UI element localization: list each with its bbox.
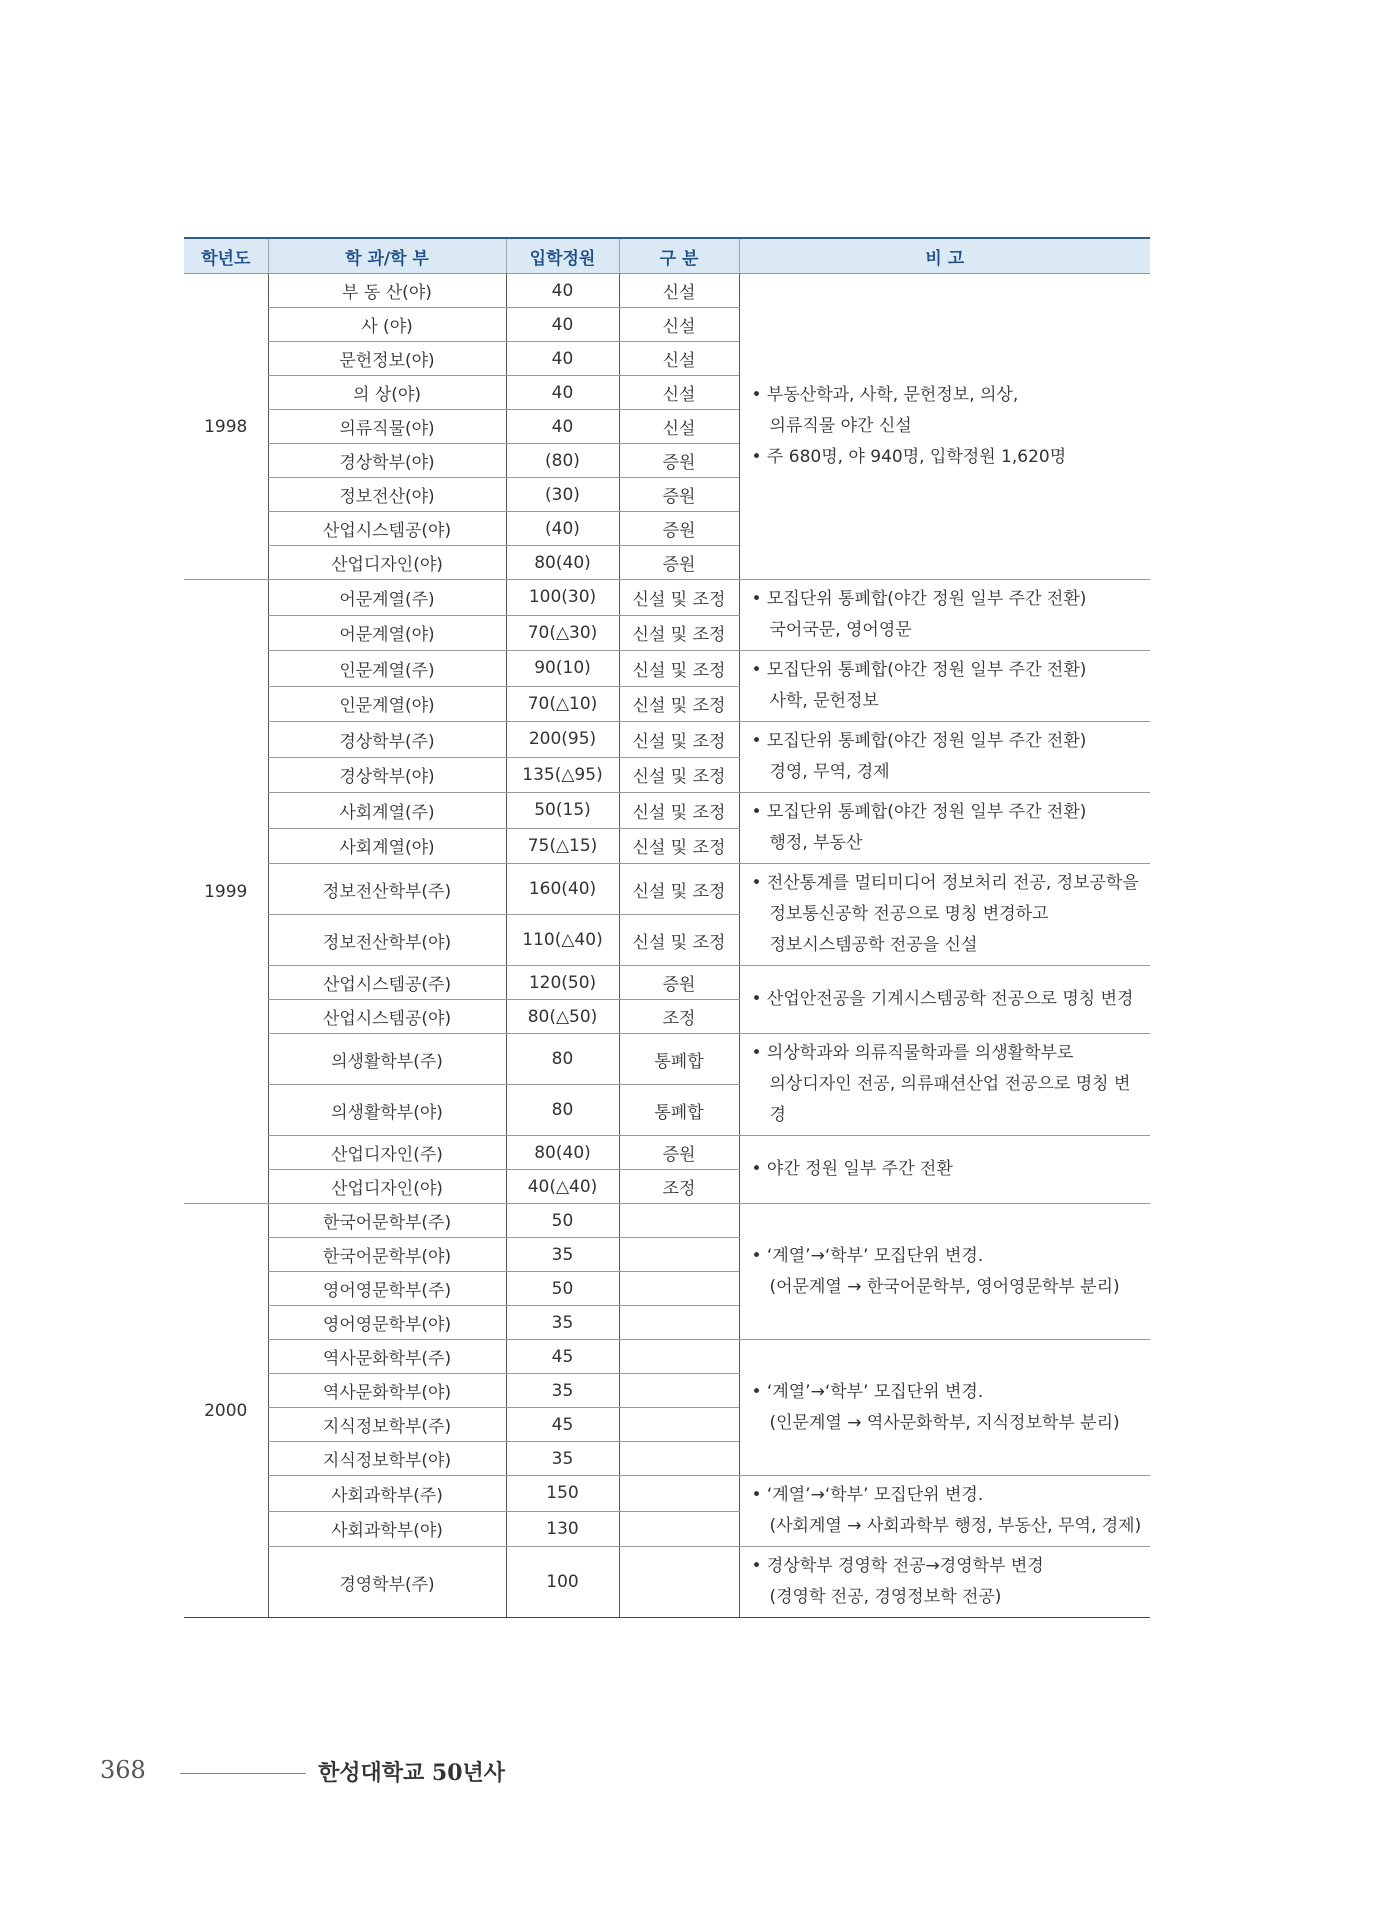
quota-cell: 160(40) xyxy=(506,864,619,915)
remarks-cell xyxy=(739,651,1150,722)
remarks-cell xyxy=(739,580,1150,651)
type-cell: 신설 xyxy=(619,342,739,376)
remark-line: (어문계열 → 한국어문학부, 영어영문학부 분리) xyxy=(769,1276,1120,1297)
table-row xyxy=(184,1340,1150,1374)
remark-line: 의상디자인 전공, 의류패션산업 전공으로 명칭 변경 xyxy=(769,1074,1131,1125)
quota-cell: (40) xyxy=(506,512,619,546)
type-cell: 증원 xyxy=(619,512,739,546)
table-row xyxy=(184,966,1150,1000)
type-cell: 통폐합 xyxy=(619,1085,739,1136)
type-cell xyxy=(619,1272,739,1306)
remarks-cell xyxy=(739,1034,1150,1136)
quota-cell: 35 xyxy=(506,1442,619,1476)
table-header-row xyxy=(184,238,1150,274)
quota-cell: 100 xyxy=(506,1547,619,1618)
remark-line: 사학, 문헌정보 xyxy=(769,691,879,711)
remark-line: • 부동산학과, 사학, 문헌정보, 의상, xyxy=(751,385,1019,405)
dept-cell: 정보전산학부(주) xyxy=(268,864,506,915)
footer-divider xyxy=(180,1773,306,1774)
remark-line: (인문계열 → 역사문화학부, 지식정보학부 분리) xyxy=(769,1412,1120,1433)
quota-cell: 35 xyxy=(506,1238,619,1272)
table-row xyxy=(184,722,1150,758)
remarks-cell xyxy=(739,722,1150,793)
type-cell xyxy=(619,1408,739,1442)
quota-cell: 35 xyxy=(506,1306,619,1340)
remarks-cell xyxy=(739,1340,1150,1476)
type-cell xyxy=(619,1442,739,1476)
quota-cell: 45 xyxy=(506,1408,619,1442)
quota-cell: 80(△50) xyxy=(506,1000,619,1034)
dept-cell: 사 (야) xyxy=(268,308,506,342)
table-row xyxy=(184,1204,1150,1238)
quota-cell: 80 xyxy=(506,1085,619,1136)
remarks-cell xyxy=(739,1204,1150,1340)
remarks-cell xyxy=(739,274,1150,580)
remark-line: • 야간 정원 일부 주간 전환 xyxy=(751,1159,953,1179)
quota-cell: 40 xyxy=(506,410,619,444)
dept-cell: 지식정보학부(야) xyxy=(268,1442,506,1476)
dept-cell: 사회과학부(주) xyxy=(268,1476,506,1512)
dept-cell: 부 동 산(야) xyxy=(268,274,506,308)
type-cell: 조정 xyxy=(619,1170,739,1204)
quota-cell: 40(△40) xyxy=(506,1170,619,1204)
table-row xyxy=(184,580,1150,616)
remarks-cell xyxy=(739,1136,1150,1204)
dept-cell: 인문계열(야) xyxy=(268,686,506,722)
dept-cell: 경상학부(주) xyxy=(268,722,506,758)
type-cell xyxy=(619,1204,739,1238)
quota-cell: 135(△95) xyxy=(506,757,619,793)
quota-cell: 40 xyxy=(506,376,619,410)
header-department: 학 과/학 부 xyxy=(268,238,506,274)
table-row xyxy=(184,864,1150,915)
quota-cell: 110(△40) xyxy=(506,915,619,966)
table-row xyxy=(184,1034,1150,1085)
dept-cell: 산업시스템공(야) xyxy=(268,512,506,546)
type-cell xyxy=(619,1306,739,1340)
remarks-cell xyxy=(739,1547,1150,1618)
type-cell: 신설 및 조정 xyxy=(619,793,739,829)
quota-cell: 35 xyxy=(506,1374,619,1408)
quota-cell: 75(△15) xyxy=(506,828,619,864)
remark-line: • 모집단위 통폐합(야간 정원 일부 주간 전환) xyxy=(751,802,1087,822)
quota-cell: 50 xyxy=(506,1272,619,1306)
type-cell xyxy=(619,1476,739,1512)
type-cell xyxy=(619,1547,739,1618)
remark-line: 국어국문, 영어영문 xyxy=(769,620,912,640)
dept-cell: 영어영문학부(주) xyxy=(268,1272,506,1306)
type-cell xyxy=(619,1238,739,1272)
dept-cell: 인문계열(주) xyxy=(268,651,506,687)
page-number: 368 xyxy=(100,1756,146,1784)
quota-cell: 50 xyxy=(506,1204,619,1238)
dept-cell: 한국어문학부(주) xyxy=(268,1204,506,1238)
type-cell: 신설 xyxy=(619,274,739,308)
remark-line: • 모집단위 통폐합(야간 정원 일부 주간 전환) xyxy=(751,660,1087,680)
year-cell: 1998 xyxy=(184,274,268,580)
type-cell: 신설 및 조정 xyxy=(619,722,739,758)
type-cell: 증원 xyxy=(619,1136,739,1170)
remark-line: • 모집단위 통폐합(야간 정원 일부 주간 전환) xyxy=(751,731,1087,751)
page-footer xyxy=(100,1756,700,1792)
header-type: 구 분 xyxy=(619,238,739,274)
dept-cell: 정보전산학부(야) xyxy=(268,915,506,966)
type-cell xyxy=(619,1340,739,1374)
quota-cell: (30) xyxy=(506,478,619,512)
type-cell: 조정 xyxy=(619,1000,739,1034)
type-cell xyxy=(619,1511,739,1547)
remark-line: 경영, 무역, 경제 xyxy=(769,762,890,782)
quota-cell: 130 xyxy=(506,1511,619,1547)
remark-line: • 경상학부 경영학 전공→경영학부 변경 xyxy=(751,1556,1044,1576)
table-row xyxy=(184,793,1150,829)
dept-cell: 경상학부(야) xyxy=(268,757,506,793)
table-row xyxy=(184,274,1150,308)
admission-quota-table xyxy=(184,237,1150,1618)
quota-cell: 80(40) xyxy=(506,546,619,580)
quota-cell: 40 xyxy=(506,308,619,342)
dept-cell: 경영학부(주) xyxy=(268,1547,506,1618)
dept-cell: 어문계열(야) xyxy=(268,615,506,651)
remark-line: (경영학 전공, 경영정보학 전공) xyxy=(769,1587,1002,1607)
quota-cell: 150 xyxy=(506,1476,619,1512)
quota-cell: 70(△30) xyxy=(506,615,619,651)
type-cell: 증원 xyxy=(619,966,739,1000)
remark-line: • 전산통계를 멀티미디어 정보처리 전공, 정보공학을 xyxy=(751,873,1139,893)
quota-cell: (80) xyxy=(506,444,619,478)
type-cell: 신설 및 조정 xyxy=(619,828,739,864)
quota-cell: 100(30) xyxy=(506,580,619,616)
header-quota: 입학정원 xyxy=(506,238,619,274)
type-cell: 신설 및 조정 xyxy=(619,651,739,687)
remarks-cell xyxy=(739,864,1150,966)
dept-cell: 정보전산(야) xyxy=(268,478,506,512)
remark-line: • ‘계열’→‘학부’ 모집단위 변경. xyxy=(751,1245,984,1266)
dept-cell: 산업디자인(주) xyxy=(268,1136,506,1170)
dept-cell: 어문계열(주) xyxy=(268,580,506,616)
header-year: 학년도 xyxy=(184,238,268,274)
dept-cell: 역사문화학부(주) xyxy=(268,1340,506,1374)
type-cell: 신설 xyxy=(619,410,739,444)
remark-line: 정보시스템공학 전공을 신설 xyxy=(769,935,978,955)
dept-cell: 산업디자인(야) xyxy=(268,546,506,580)
header-remarks: 비 고 xyxy=(739,238,1150,274)
type-cell: 신설 및 조정 xyxy=(619,615,739,651)
dept-cell: 역사문화학부(야) xyxy=(268,1374,506,1408)
quota-cell: 40 xyxy=(506,342,619,376)
remark-line: • ‘계열’→‘학부’ 모집단위 변경. xyxy=(751,1485,984,1505)
dept-cell: 의 상(야) xyxy=(268,376,506,410)
table-row xyxy=(184,1136,1150,1170)
remarks-cell xyxy=(739,1476,1150,1547)
quota-cell: 90(10) xyxy=(506,651,619,687)
type-cell: 신설 및 조정 xyxy=(619,580,739,616)
remark-line: • 주 680명, 야 940명, 입학정원 1,620명 xyxy=(751,447,1067,467)
year-cell: 2000 xyxy=(184,1204,268,1618)
type-cell: 통폐합 xyxy=(619,1034,739,1085)
dept-cell: 사회계열(야) xyxy=(268,828,506,864)
table-row xyxy=(184,1476,1150,1512)
remark-line: (사회계열 → 사회과학부 행정, 부동산, 무역, 경제) xyxy=(769,1516,1142,1536)
dept-cell: 의생활학부(주) xyxy=(268,1034,506,1085)
remark-line: 정보통신공학 전공으로 명칭 변경하고 xyxy=(769,904,1049,924)
dept-cell: 의생활학부(야) xyxy=(268,1085,506,1136)
type-cell: 증원 xyxy=(619,478,739,512)
remarks-cell xyxy=(739,966,1150,1034)
remark-line: • 산업안전공을 기계시스템공학 전공으로 명칭 변경 xyxy=(751,989,1134,1009)
type-cell: 신설 및 조정 xyxy=(619,757,739,793)
dept-cell: 산업시스템공(야) xyxy=(268,1000,506,1034)
dept-cell: 산업시스템공(주) xyxy=(268,966,506,1000)
dept-cell: 사회계열(주) xyxy=(268,793,506,829)
remark-line: • ‘계열’→‘학부’ 모집단위 변경. xyxy=(751,1381,984,1402)
quota-cell: 40 xyxy=(506,274,619,308)
quota-cell: 200(95) xyxy=(506,722,619,758)
year-cell: 1999 xyxy=(184,580,268,1204)
table-row xyxy=(184,1547,1150,1618)
dept-cell: 사회과학부(야) xyxy=(268,1511,506,1547)
dept-cell: 의류직물(야) xyxy=(268,410,506,444)
quota-cell: 80 xyxy=(506,1034,619,1085)
quota-cell: 80(40) xyxy=(506,1136,619,1170)
remark-line: • 의상학과와 의류직물학과를 의생활학부로 xyxy=(751,1043,1074,1063)
type-cell: 신설 xyxy=(619,308,739,342)
quota-cell: 120(50) xyxy=(506,966,619,1000)
type-cell: 신설 및 조정 xyxy=(619,686,739,722)
type-cell: 신설 및 조정 xyxy=(619,864,739,915)
book-title: 한성대학교 50년사 xyxy=(318,1760,506,1786)
remarks-cell xyxy=(739,793,1150,864)
type-cell: 신설 및 조정 xyxy=(619,915,739,966)
dept-cell: 문헌정보(야) xyxy=(268,342,506,376)
dept-cell: 산업디자인(야) xyxy=(268,1170,506,1204)
dept-cell: 한국어문학부(야) xyxy=(268,1238,506,1272)
quota-cell: 50(15) xyxy=(506,793,619,829)
remark-line: 행정, 부동산 xyxy=(769,833,863,853)
dept-cell: 영어영문학부(야) xyxy=(268,1306,506,1340)
remark-line: • 모집단위 통폐합(야간 정원 일부 주간 전환) xyxy=(751,589,1087,609)
type-cell: 증원 xyxy=(619,444,739,478)
quota-cell: 45 xyxy=(506,1340,619,1374)
dept-cell: 지식정보학부(주) xyxy=(268,1408,506,1442)
remark-line: 의류직물 야간 신설 xyxy=(769,416,912,436)
table-row xyxy=(184,651,1150,687)
dept-cell: 경상학부(야) xyxy=(268,444,506,478)
type-cell: 증원 xyxy=(619,546,739,580)
type-cell: 신설 xyxy=(619,376,739,410)
type-cell xyxy=(619,1374,739,1408)
quota-cell: 70(△10) xyxy=(506,686,619,722)
